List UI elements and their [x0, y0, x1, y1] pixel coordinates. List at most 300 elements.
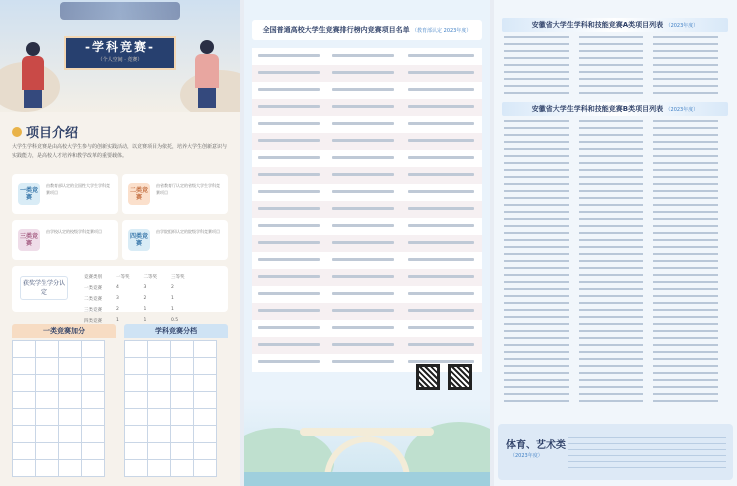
- table-cell: 1: [143, 307, 147, 312]
- list-item-line: [258, 122, 320, 125]
- list-item-line: [653, 232, 718, 234]
- hero-figure-left: [18, 42, 48, 108]
- list-item-line: [579, 330, 644, 332]
- category-desc: 由学院组织认定的院级学科竞赛项目: [156, 229, 220, 234]
- list-item-line: [579, 176, 644, 178]
- national-list-title-note: （教育部认定 2023年度）: [412, 28, 472, 34]
- list-item: [504, 230, 728, 237]
- list-item-line: [504, 393, 569, 395]
- list-item-line: [504, 57, 569, 59]
- list-item-line: [258, 105, 320, 108]
- list-item: [504, 363, 728, 370]
- list-item-line: [653, 400, 718, 402]
- list-item-line: [504, 197, 569, 199]
- list-item-line: [258, 224, 320, 227]
- list-item: [504, 34, 728, 41]
- national-list-title: [252, 20, 482, 40]
- list-item-line: [653, 85, 718, 87]
- section-heading-text: 项目介绍: [26, 126, 79, 141]
- category-card-1: [12, 174, 118, 214]
- list-item-line: [504, 155, 569, 157]
- table-row: [13, 392, 105, 409]
- list-item-line: [332, 105, 394, 108]
- province-b-title-text: 安徽省大学生学科和技能竞赛B类项目列表: [531, 105, 664, 113]
- list-item-line: [408, 309, 474, 312]
- list-item: [504, 265, 728, 272]
- footer-label: 体育、艺术类: [506, 440, 566, 451]
- list-item-line: [653, 64, 718, 66]
- category-desc: 由学校认定的校级学科竞赛项目: [46, 229, 102, 234]
- award-label: 获奖学生学分认定: [20, 276, 68, 300]
- list-item-line: [653, 71, 718, 73]
- list-item: [504, 251, 728, 258]
- list-item-line: [504, 120, 569, 122]
- list-item-line: [408, 190, 474, 193]
- list-item: [504, 272, 728, 279]
- province-b-list: [504, 118, 728, 405]
- list-item-line: [653, 372, 718, 374]
- list-item: [504, 370, 728, 377]
- table-row: [125, 460, 217, 477]
- list-item-line: [332, 224, 394, 227]
- list-item-line: [332, 54, 394, 57]
- list-item-line: [579, 274, 644, 276]
- list-item-line: [504, 176, 569, 178]
- category-card-3: [12, 220, 118, 260]
- list-item-line: [258, 71, 320, 74]
- list-item-line: [408, 139, 474, 142]
- table-cell: 三类竞赛: [84, 307, 102, 313]
- list-item-line: [504, 43, 569, 45]
- header-cell: 二等奖: [143, 274, 157, 280]
- list-item-line: [332, 156, 394, 159]
- table-row: [125, 426, 217, 443]
- table-cell: 1: [171, 307, 174, 312]
- list-item-line: [653, 337, 718, 339]
- list-item-line: [653, 190, 718, 192]
- list-item: [252, 184, 482, 202]
- table-row: [13, 341, 105, 358]
- list-item-line: [653, 176, 718, 178]
- list-item: [504, 146, 728, 153]
- hero-subtitle: （个人空间 · 竞赛）: [97, 57, 143, 63]
- list-item: [504, 349, 728, 356]
- list-item: [504, 76, 728, 83]
- list-item-line: [653, 57, 718, 59]
- list-item: [504, 69, 728, 76]
- list-item-line: [579, 386, 644, 388]
- list-item-line: [504, 267, 569, 269]
- list-item-line: [579, 190, 644, 192]
- list-item-line: [653, 295, 718, 297]
- list-item-line: [579, 302, 644, 304]
- list-item-line: [653, 211, 718, 213]
- list-item-line: [504, 379, 569, 381]
- list-item-line: [579, 218, 644, 220]
- table-cell: 1: [143, 318, 147, 323]
- list-item-line: [653, 134, 718, 136]
- list-item-line: [579, 358, 644, 360]
- list-item-line: [653, 365, 718, 367]
- list-item-line: [332, 343, 394, 346]
- list-item: [252, 99, 482, 117]
- panel-intro: [0, 0, 240, 486]
- list-item-line: [258, 309, 320, 312]
- list-item-line: [579, 78, 644, 80]
- table-row: [13, 409, 105, 426]
- list-item: [504, 160, 728, 167]
- list-item-line: [504, 372, 569, 374]
- list-item-line: [504, 78, 569, 80]
- hero-title-plate: [64, 36, 176, 70]
- list-item-line: [504, 36, 569, 38]
- list-item-line: [408, 258, 474, 261]
- list-item-line: [408, 88, 474, 91]
- list-item-line: [579, 288, 644, 290]
- list-item: [252, 269, 482, 287]
- list-item-line: [579, 50, 644, 52]
- table-row: [13, 460, 105, 477]
- list-item-line: [504, 162, 569, 164]
- table-cell: 四类竞赛: [84, 318, 102, 324]
- table-row: [13, 443, 105, 460]
- tab-first-class[interactable]: 一类竞赛加分: [12, 324, 116, 338]
- list-item-line: [579, 183, 644, 185]
- list-item-line: [653, 43, 718, 45]
- list-item: [504, 328, 728, 335]
- list-item-line: [653, 120, 718, 122]
- list-item-line: [504, 400, 569, 402]
- category-badge: 四类竞赛: [128, 229, 150, 251]
- list-item-line: [408, 241, 474, 244]
- category-badge: 二类竞赛: [128, 183, 150, 205]
- list-item: [252, 150, 482, 168]
- list-item-line: [653, 92, 718, 94]
- list-item: [252, 286, 482, 304]
- table-row: [78, 305, 191, 314]
- list-item-line: [579, 204, 644, 206]
- list-item-line: [579, 400, 644, 402]
- list-item-line: [579, 155, 644, 157]
- province-b-title-note: （2023年度）: [665, 107, 699, 113]
- list-item-line: [258, 326, 320, 329]
- list-item: [252, 116, 482, 134]
- list-item-line: [504, 204, 569, 206]
- table-row: [125, 358, 217, 375]
- list-item: [504, 258, 728, 265]
- list-item-line: [653, 78, 718, 80]
- list-item-line: [504, 309, 569, 311]
- list-item-line: [653, 127, 718, 129]
- list-item-line: [579, 169, 644, 171]
- hero-figure-right: [192, 40, 222, 108]
- table-row: [78, 283, 191, 292]
- list-item-line: [408, 207, 474, 210]
- list-item-line: [504, 183, 569, 185]
- list-item-line: [258, 173, 320, 176]
- grid-right: [124, 340, 217, 477]
- list-item: [252, 48, 482, 66]
- list-item-line: [332, 207, 394, 210]
- list-item-line: [408, 343, 474, 346]
- list-item-line: [504, 148, 569, 150]
- list-item: [504, 167, 728, 174]
- list-item-line: [653, 239, 718, 241]
- list-item-line: [504, 351, 569, 353]
- list-item-line: [408, 71, 474, 74]
- list-item-line: [408, 156, 474, 159]
- list-item-line: [653, 253, 718, 255]
- list-item: [504, 216, 728, 223]
- list-item-line: [332, 326, 394, 329]
- list-item-line: [579, 351, 644, 353]
- table-header-row: [78, 272, 191, 281]
- list-item-line: [258, 360, 320, 363]
- list-item-line: [653, 246, 718, 248]
- category-card-4: [122, 220, 228, 260]
- bridge-illustration: [244, 398, 490, 486]
- list-item: [504, 356, 728, 363]
- list-item-line: [579, 85, 644, 87]
- list-item-line: [653, 183, 718, 185]
- list-item-line: [653, 379, 718, 381]
- list-item: [504, 279, 728, 286]
- list-item-line: [579, 295, 644, 297]
- list-item-line: [408, 54, 474, 57]
- list-item-line: [504, 302, 569, 304]
- list-item-line: [258, 54, 320, 57]
- list-item-line: [408, 360, 474, 363]
- list-item-line: [653, 50, 718, 52]
- bridge-deck: [300, 428, 434, 436]
- hero-decor-top: [60, 2, 180, 20]
- list-item: [504, 41, 728, 48]
- list-item: [504, 195, 728, 202]
- list-item-line: [579, 281, 644, 283]
- list-item: [252, 167, 482, 185]
- list-item: [504, 55, 728, 62]
- list-item: [504, 377, 728, 384]
- list-item-line: [579, 134, 644, 136]
- list-item-line: [653, 169, 718, 171]
- list-item-line: [504, 281, 569, 283]
- list-item-line: [579, 92, 644, 94]
- footer-sub: （2023年度）: [510, 453, 543, 459]
- list-item: [504, 223, 728, 230]
- category-badge: 三类竞赛: [18, 229, 40, 251]
- list-item-line: [653, 36, 718, 38]
- list-item-line: [579, 64, 644, 66]
- hero-banner: [0, 0, 240, 112]
- table-row: [125, 409, 217, 426]
- list-item-line: [579, 253, 644, 255]
- list-item: [252, 218, 482, 236]
- header-cell: 竞赛类别: [84, 274, 102, 280]
- list-item-line: [653, 274, 718, 276]
- list-item-line: [653, 386, 718, 388]
- list-item-line: [408, 224, 474, 227]
- list-item: [504, 237, 728, 244]
- list-item-line: [653, 155, 718, 157]
- list-item-line: [332, 139, 394, 142]
- list-item-line: [653, 358, 718, 360]
- list-item: [504, 335, 728, 342]
- award-credit-card: [12, 266, 228, 324]
- list-item: [504, 174, 728, 181]
- list-item-line: [579, 239, 644, 241]
- list-item-line: [408, 173, 474, 176]
- tab-grading[interactable]: 学科竞赛分档: [124, 324, 228, 338]
- list-item: [504, 321, 728, 328]
- list-item-line: [504, 316, 569, 318]
- list-item-line: [504, 211, 569, 213]
- list-item-line: [504, 190, 569, 192]
- list-item-line: [504, 50, 569, 52]
- list-item-line: [579, 120, 644, 122]
- bridge-water: [244, 472, 490, 486]
- table-row: [125, 443, 217, 460]
- province-a-list: [504, 34, 728, 97]
- table-cell: 4: [116, 285, 119, 290]
- list-item-line: [332, 122, 394, 125]
- category-badge: 一类竞赛: [18, 183, 40, 205]
- list-item: [504, 342, 728, 349]
- list-item: [504, 118, 728, 125]
- list-item-line: [653, 225, 718, 227]
- list-item-line: [258, 275, 320, 278]
- table-row: [125, 375, 217, 392]
- list-item-line: [258, 343, 320, 346]
- list-item-line: [504, 330, 569, 332]
- list-item: [504, 48, 728, 55]
- table-cell: 2: [116, 307, 119, 312]
- qr-code-icon: [448, 364, 472, 390]
- table-cell: 2: [171, 285, 174, 290]
- table-cell: 2: [143, 296, 147, 301]
- list-item-line: [504, 344, 569, 346]
- list-item-line: [332, 292, 394, 295]
- list-item-line: [332, 275, 394, 278]
- list-item: [504, 132, 728, 139]
- list-item-line: [579, 43, 644, 45]
- list-item: [252, 65, 482, 83]
- list-item-line: [653, 204, 718, 206]
- list-item-line: [653, 316, 718, 318]
- list-item-line: [408, 105, 474, 108]
- list-item-line: [653, 281, 718, 283]
- list-item-line: [579, 71, 644, 73]
- list-item-line: [332, 88, 394, 91]
- list-item-line: [579, 246, 644, 248]
- hero-title: -学科竞赛-: [85, 40, 155, 54]
- list-item: [504, 398, 728, 405]
- list-item: [504, 384, 728, 391]
- list-item-line: [504, 323, 569, 325]
- list-item-line: [504, 218, 569, 220]
- list-item-line: [258, 156, 320, 159]
- table-row: [125, 341, 217, 358]
- list-item-line: [504, 225, 569, 227]
- list-item-line: [579, 316, 644, 318]
- table-row: [125, 392, 217, 409]
- list-item-line: [653, 141, 718, 143]
- list-item-line: [579, 309, 644, 311]
- list-item: [504, 286, 728, 293]
- list-item-line: [504, 239, 569, 241]
- list-item-line: [408, 275, 474, 278]
- list-item: [504, 83, 728, 90]
- province-a-title-note: （2023年度）: [665, 23, 699, 29]
- list-item-line: [653, 197, 718, 199]
- list-item-line: [653, 288, 718, 290]
- list-item-line: [579, 225, 644, 227]
- list-item: [504, 62, 728, 69]
- list-item-line: [653, 267, 718, 269]
- list-item-line: [504, 295, 569, 297]
- list-item-line: [653, 330, 718, 332]
- table-cell: 一类竞赛: [84, 285, 102, 291]
- list-item-line: [504, 85, 569, 87]
- list-item: [252, 82, 482, 100]
- list-item-line: [653, 309, 718, 311]
- list-item-line: [579, 127, 644, 129]
- list-item-line: [653, 162, 718, 164]
- list-item: [252, 303, 482, 321]
- list-item-line: [579, 372, 644, 374]
- table-row: [13, 375, 105, 392]
- category-card-2: [122, 174, 228, 214]
- list-item-line: [579, 162, 644, 164]
- list-item-line: [258, 241, 320, 244]
- list-item: [252, 235, 482, 253]
- list-item-line: [653, 323, 718, 325]
- list-item-line: [504, 274, 569, 276]
- list-item-line: [504, 71, 569, 73]
- list-item-line: [579, 323, 644, 325]
- list-item: [504, 300, 728, 307]
- list-item-line: [504, 64, 569, 66]
- list-item-line: [579, 148, 644, 150]
- list-item-line: [504, 337, 569, 339]
- list-item-line: [579, 141, 644, 143]
- list-item-line: [579, 379, 644, 381]
- intro-paragraph: 大学生学科竞赛是由高校大学生参与的创新实践活动，以竞赛项目为依托，培养大学生创新意识与实践能力，是高校人才培养和教学改革的重要载体。: [12, 144, 228, 159]
- header-cell: 一等奖: [116, 274, 130, 280]
- category-desc: 由教育部认定的全国性大学生学科竞赛项目: [46, 183, 110, 195]
- list-item-line: [504, 232, 569, 234]
- list-item-line: [653, 302, 718, 304]
- footer-card: [498, 424, 733, 480]
- list-item: [252, 337, 482, 355]
- list-item-line: [579, 393, 644, 395]
- section-heading: [12, 122, 78, 141]
- list-item-line: [504, 141, 569, 143]
- list-item-line: [504, 169, 569, 171]
- list-item-line: [504, 386, 569, 388]
- list-item-line: [332, 241, 394, 244]
- list-item-line: [579, 232, 644, 234]
- list-item-line: [258, 207, 320, 210]
- list-item-line: [579, 365, 644, 367]
- list-item-line: [332, 360, 394, 363]
- list-item-line: [332, 71, 394, 74]
- list-item-line: [579, 211, 644, 213]
- list-item: [504, 391, 728, 398]
- list-item-line: [504, 260, 569, 262]
- list-item-line: [258, 139, 320, 142]
- list-item-line: [332, 258, 394, 261]
- list-item-line: [332, 309, 394, 312]
